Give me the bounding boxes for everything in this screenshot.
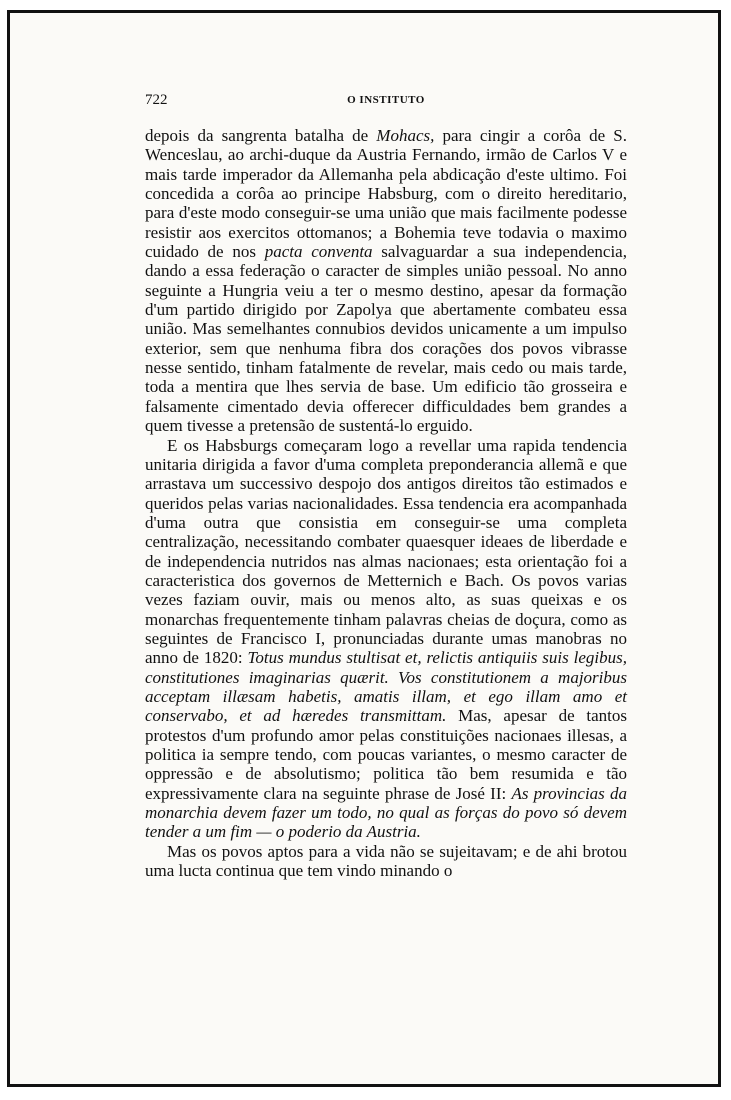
text-run: salvaguardar a sua independencia, dando a essa federação o caracter de simples união pessoal. No anno seguinte a Hungria veiu a ter o mesmo destino, apesar da formação d'um partido dirigido por Zapolya que abertamente combateu essa união. Mas semelhantes connubios devidos unicamente a um impulso exterior, sem que nenhuma fibra dos corações dos povos vibrasse nesse sentido, tinham fatalmente de revelar, mais cedo ou mais tarde, toda a mentira que lhes servia de base. Um edificio tão grosseira e falsamente cimentado devia offerecer difficuldades bem grandes a quem tivesse a pretensão de sustentá-lo erguido.: [145, 242, 627, 436]
running-title: O INSTITUTO: [347, 94, 425, 106]
italic-text: pacta conventa: [264, 242, 373, 262]
paragraph-2: [145, 436, 627, 842]
paragraph-1: [145, 126, 627, 436]
text-run: para cingir a corôa de S. Wenceslau, ao archi-duque da Austria Fernando, irmão de Carlos V e mais tarde imperador da Allemanha pela abdicação d'este ultimo. Foi concedida a corôa ao principe Habsburg, com o direito hereditario, para d'este modo conseguir-se uma união que mais facilmente podesse resistir aos exercitos ottomanos; a Bohemia teve todavia o maximo cuidado de nos: [145, 126, 628, 262]
italic-text: Mohacs,: [376, 126, 435, 145]
page-number: 722: [145, 92, 168, 108]
text-run: Mas, apesar de tantos protestos d'um profundo amor pelas constituições nacionaes illesas, a politica ia sempre tendo, com poucas variantes, o mesmo caracter de oppressão e de absolutismo; politica tão bem resumida e tão expressivamente clara na seguinte phrase de José II:: [145, 706, 627, 803]
italic-text: As provincias da monarchia devem fazer um todo, no qual as forças do povo só devem tender a um fim — o poderio da Austria.: [145, 783, 627, 842]
body-text: [145, 126, 627, 880]
text-run: E os Habsburgs começaram logo a revellar uma rapida tendencia unitaria dirigida a favor d'uma completa preponderancia allemã e que arrastava um successivo despojo dos antigos direitos tão estimados e queridos pelas varias nacionalidades. Essa tendencia era acompanhada d'uma outra que consistia em conseguir-se uma completa centralização, necessitando combater quaesquer ideaes de liberdade e de independencia nutridos nas almas nacionaes; esta orientação foi a caracteristica dos governos de Metternich e Bach. Os povos varias vezes faziam ouvir, mais ou menos alto, as suas queixas e os monarchas frequentemente tinham palavras cheias de doçura, como as seguintes de Francisco I, pronunciadas durante umas manobras no anno de 1820:: [145, 435, 627, 668]
text-run: depois da sangrenta batalha de: [145, 126, 377, 145]
running-header: [145, 92, 627, 112]
paragraph-3: [145, 842, 627, 881]
italic-text: Totus mundus stultisat et, relictis antiquiis suis legibus, constitutiones imaginarias quærit. Vos constitutionem a majoribus acceptam illæsam habetis, amatis illam, et ego illam amo et conservabo, et ad hæredes transmittam.: [145, 648, 627, 726]
text-run: Mas os povos aptos para a vida não se sujeitavam; e de ahi brotou uma lucta continua que tem vindo minando o: [145, 841, 627, 881]
